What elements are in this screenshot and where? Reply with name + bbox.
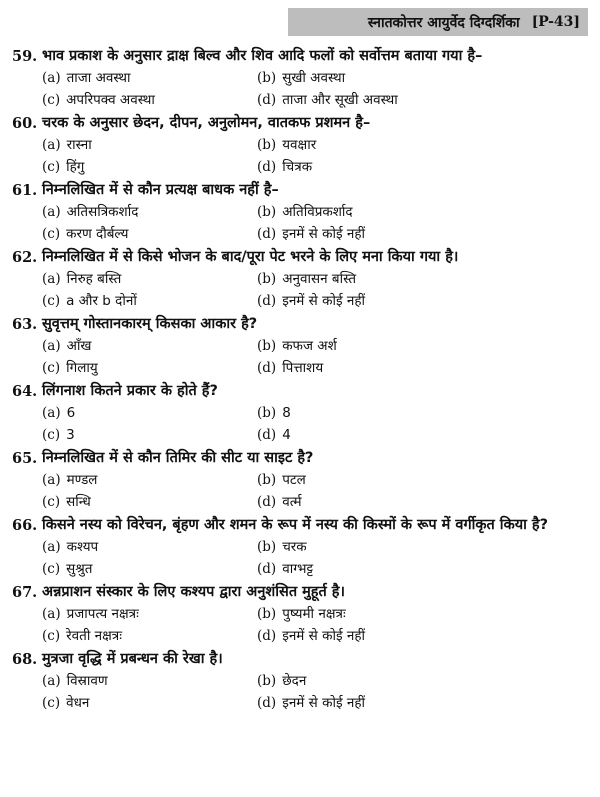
option-text: सुखी अवस्था <box>282 70 346 86</box>
option-text: पित्ताशय <box>282 360 324 376</box>
option-text: वेधन <box>66 695 90 711</box>
option-label: (c) <box>42 159 61 175</box>
options-grid <box>12 268 588 312</box>
option-label: (d) <box>257 360 277 376</box>
answer-option <box>257 290 472 312</box>
option-label: (a) <box>42 539 61 555</box>
option-text: छेदन <box>282 673 307 689</box>
option-label: (d) <box>257 159 277 175</box>
option-label: (c) <box>42 561 61 577</box>
question-line <box>12 247 588 268</box>
page-number: [P-43] <box>531 14 580 30</box>
option-text: a और b दोनों <box>66 293 137 309</box>
question-text: मुत्रजा वृद्धि में प्रबन्धन की रेखा है। <box>42 651 223 667</box>
option-text: विस्रावण <box>66 673 108 689</box>
question-line <box>12 180 588 201</box>
options-grid <box>12 67 588 111</box>
option-label: (d) <box>257 695 277 711</box>
option-text: 8 <box>282 405 291 421</box>
answer-option <box>257 625 472 647</box>
option-text: 4 <box>282 427 291 443</box>
option-text: यवक्षार <box>282 137 317 153</box>
options-grid <box>12 134 588 178</box>
option-label: (c) <box>42 293 61 309</box>
answer-option <box>257 491 472 513</box>
question-block <box>12 113 588 178</box>
option-text: रेवती नक्षत्रः <box>66 628 122 644</box>
option-text: ताजा अवस्था <box>66 70 131 86</box>
option-text: सुश्रुत <box>66 561 93 577</box>
answer-option <box>42 692 257 714</box>
answer-option <box>42 357 257 379</box>
options-grid <box>12 402 588 446</box>
answer-option <box>42 335 257 357</box>
option-text: अनुवासन बस्ति <box>282 271 357 287</box>
answer-option <box>42 469 257 491</box>
answer-option <box>42 67 257 89</box>
question-number: 65. <box>12 450 38 467</box>
question-block <box>12 180 588 245</box>
question-text: चरक के अनुसार छेदन, दीपन, अनुलोमन, वातकफ प्रशमन है– <box>42 115 371 131</box>
question-number: 62. <box>12 249 38 266</box>
option-label: (b) <box>257 472 277 488</box>
answer-option <box>257 692 472 714</box>
question-text: निम्नलिखित में से कौन तिमिर की सीट या साइट है? <box>42 450 314 466</box>
option-label: (d) <box>257 628 277 644</box>
option-text: चित्रक <box>282 159 313 175</box>
option-label: (b) <box>257 606 277 622</box>
option-label: (b) <box>257 338 277 354</box>
option-label: (c) <box>42 92 61 108</box>
option-text: आँख <box>66 338 92 354</box>
question-line <box>12 381 588 402</box>
question-number: 66. <box>12 517 38 534</box>
option-text: अपरिपक्व अवस्था <box>66 92 155 108</box>
question-number: 59. <box>12 48 38 65</box>
option-text: करण दौर्बल्य <box>66 226 129 242</box>
option-label: (c) <box>42 695 61 711</box>
question-number: 64. <box>12 383 38 400</box>
option-text: पटल <box>282 472 306 488</box>
question-list <box>12 46 588 716</box>
option-text: 3 <box>66 427 75 443</box>
option-text: रास्ना <box>66 137 92 153</box>
answer-option <box>42 491 257 513</box>
question-block <box>12 582 588 647</box>
option-text: इनमें से कोई नहीं <box>282 293 366 309</box>
question-text: लिंगनाश कितने प्रकार के होते हैं? <box>42 383 218 399</box>
option-label: (b) <box>257 271 277 287</box>
option-label: (c) <box>42 628 61 644</box>
option-label: (d) <box>257 92 277 108</box>
answer-option <box>257 268 472 290</box>
option-text: अतिसत्रिकर्शाद <box>66 204 139 220</box>
option-text: हिंगु <box>66 159 85 175</box>
question-line <box>12 582 588 603</box>
option-label: (d) <box>257 494 277 510</box>
option-label: (d) <box>257 427 277 443</box>
option-label: (c) <box>42 427 61 443</box>
option-label: (a) <box>42 204 61 220</box>
question-text: निम्नलिखित में से कौन प्रत्यक्ष बाधक नहीं है– <box>42 182 279 198</box>
option-label: (c) <box>42 494 61 510</box>
option-label: (c) <box>42 360 61 376</box>
question-number: 61. <box>12 182 38 199</box>
question-line <box>12 314 588 335</box>
option-text: प्रजापत्य नक्षत्रः <box>66 606 139 622</box>
answer-option <box>257 603 472 625</box>
answer-option <box>257 201 472 223</box>
option-label: (a) <box>42 606 61 622</box>
question-text: अन्नप्राशन संस्कार के लिए कश्यप द्वारा अनुशंसित मुहूर्त है। <box>42 584 346 600</box>
option-label: (c) <box>42 226 61 242</box>
question-block <box>12 448 588 513</box>
option-label: (a) <box>42 70 61 86</box>
option-label: (a) <box>42 137 61 153</box>
question-block <box>12 314 588 379</box>
answer-option <box>257 536 472 558</box>
question-text: सुवृत्तम् गोस्तानकारम् किसका आकार है? <box>42 316 258 332</box>
answer-option <box>257 424 472 446</box>
option-label: (b) <box>257 539 277 555</box>
option-label: (d) <box>257 226 277 242</box>
answer-option <box>257 469 472 491</box>
option-label: (a) <box>42 338 61 354</box>
answer-option <box>257 67 472 89</box>
answer-option <box>257 223 472 245</box>
option-text: पुष्यमी नक्षत्रः <box>282 606 346 622</box>
question-number: 68. <box>12 651 38 668</box>
question-block <box>12 46 588 111</box>
option-label: (d) <box>257 561 277 577</box>
question-block <box>12 381 588 446</box>
options-grid <box>12 603 588 647</box>
options-grid <box>12 201 588 245</box>
answer-option <box>42 402 257 424</box>
option-text: इनमें से कोई नहीं <box>282 695 366 711</box>
answer-option <box>42 625 257 647</box>
option-label: (a) <box>42 271 61 287</box>
option-text: मण्डल <box>66 472 98 488</box>
options-grid <box>12 469 588 513</box>
answer-option <box>42 536 257 558</box>
options-grid <box>12 335 588 379</box>
option-label: (a) <box>42 673 61 689</box>
option-label: (d) <box>257 293 277 309</box>
options-grid <box>12 670 588 714</box>
question-number: 63. <box>12 316 38 333</box>
answer-option <box>257 89 472 111</box>
answer-option <box>42 424 257 446</box>
option-label: (b) <box>257 673 277 689</box>
answer-option <box>42 670 257 692</box>
question-line <box>12 649 588 670</box>
option-label: (a) <box>42 472 61 488</box>
question-line <box>12 46 588 67</box>
answer-option <box>257 134 472 156</box>
answer-option <box>257 558 472 580</box>
page-header <box>288 8 588 36</box>
option-text: चरक <box>282 539 307 555</box>
answer-option <box>257 156 472 178</box>
answer-option <box>42 603 257 625</box>
option-text: वर्त्म <box>282 494 302 510</box>
option-text: निरुह बस्ति <box>66 271 122 287</box>
answer-option <box>42 268 257 290</box>
question-number: 67. <box>12 584 38 601</box>
question-number: 60. <box>12 115 38 132</box>
answer-option <box>42 89 257 111</box>
option-text: 6 <box>66 405 76 421</box>
option-label: (b) <box>257 405 277 421</box>
answer-option <box>257 670 472 692</box>
question-block <box>12 247 588 312</box>
options-grid <box>12 536 588 580</box>
question-text: निम्नलिखित में से किसे भोजन के बाद/पूरा पेट भरने के लिए मना किया गया है। <box>42 249 459 265</box>
option-text: वाग्भट्ट <box>282 561 314 577</box>
option-label: (b) <box>257 137 277 153</box>
option-label: (b) <box>257 70 277 86</box>
option-text: इनमें से कोई नहीं <box>282 226 366 242</box>
question-line <box>12 113 588 134</box>
option-text: कश्यप <box>66 539 99 555</box>
question-line <box>12 448 588 469</box>
option-text: कफज अर्श <box>282 338 337 354</box>
answer-option <box>42 558 257 580</box>
answer-option <box>42 134 257 156</box>
question-block <box>12 649 588 714</box>
option-label: (b) <box>257 204 277 220</box>
answer-option <box>257 335 472 357</box>
answer-option <box>42 156 257 178</box>
book-title: स्नातकोत्तर आयुर्वेद दिग्दर्शिका <box>367 14 520 31</box>
answer-option <box>42 201 257 223</box>
answer-option <box>257 357 472 379</box>
question-text: भाव प्रकाश के अनुसार द्राक्ष बिल्व और शिव आदि फलों को सर्वोत्तम बताया गया है– <box>42 48 483 64</box>
question-text: किसने नस्य को विरेचन, बृंहण और शमन के रूप में नस्य की किस्मों के रूप में वर्गीकृत किया है? <box>42 517 549 533</box>
answer-option <box>257 402 472 424</box>
answer-option <box>42 223 257 245</box>
option-text: सन्धि <box>66 494 91 510</box>
option-text: इनमें से कोई नहीं <box>282 628 366 644</box>
option-text: ताजा और सूखी अवस्था <box>282 92 398 108</box>
option-text: गिलायु <box>66 360 98 376</box>
answer-option <box>42 290 257 312</box>
question-block <box>12 515 588 580</box>
question-line <box>12 515 588 536</box>
option-text: अतिविप्रकर्शाद <box>282 204 353 220</box>
option-label: (a) <box>42 405 61 421</box>
